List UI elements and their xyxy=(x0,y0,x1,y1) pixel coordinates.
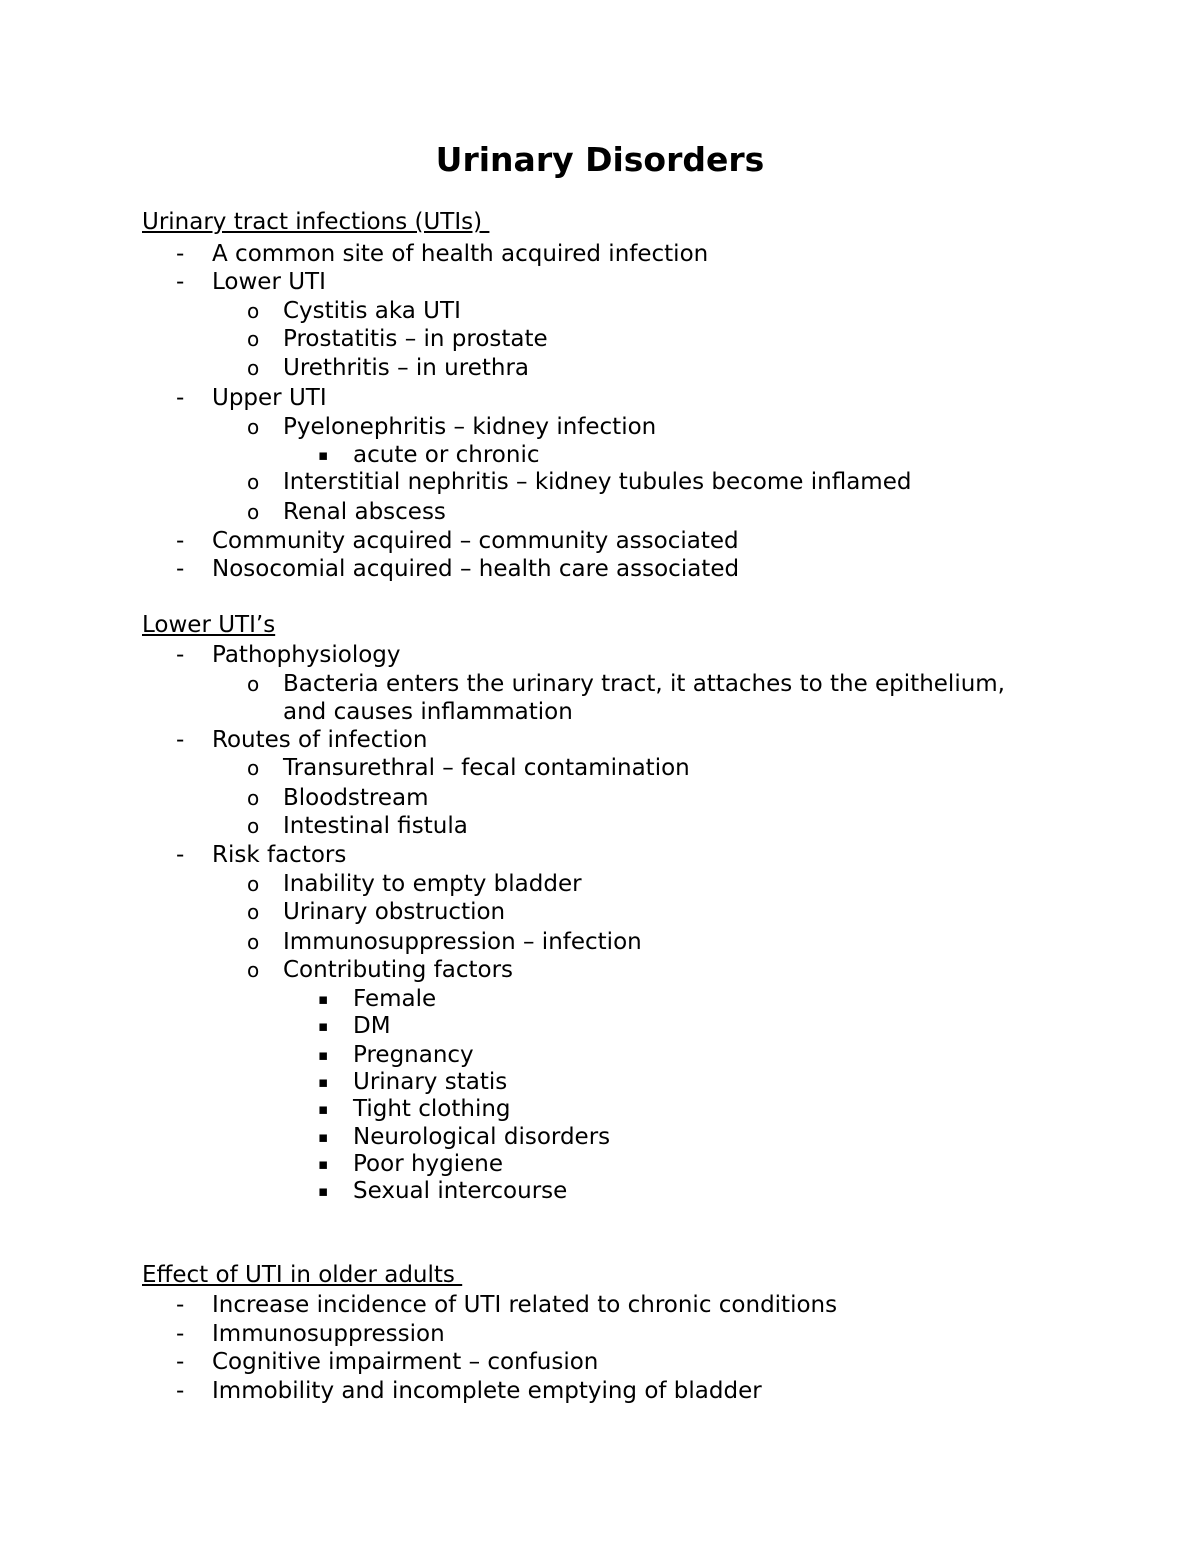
dash-bullet: - xyxy=(176,1378,185,1404)
list-item-level-1: Routes of infection xyxy=(212,727,428,753)
list-item-level-3: Neurological disorders xyxy=(353,1124,611,1150)
list-item-level-1: Pathophysiology xyxy=(212,642,401,668)
dash-bullet: - xyxy=(176,1292,185,1318)
list-item-level-3: Sexual intercourse xyxy=(353,1178,568,1204)
circle-bullet: o xyxy=(247,786,260,810)
circle-bullet: o xyxy=(247,900,260,924)
list-item-level-3: acute or chronic xyxy=(353,442,540,468)
list-item-level-3: Pregnancy xyxy=(353,1042,474,1068)
square-bullet-icon: ▪ xyxy=(318,990,329,1008)
circle-bullet: o xyxy=(247,500,260,524)
circle-bullet: o xyxy=(247,958,260,982)
list-item-level-2: Cystitis aka UTI xyxy=(283,298,461,324)
section-heading: Urinary tract infections (UTIs) xyxy=(142,209,490,235)
page-title: Urinary Disorders xyxy=(435,140,765,179)
dash-bullet: - xyxy=(176,1349,185,1375)
list-item-level-1: Risk factors xyxy=(212,842,347,868)
circle-bullet: o xyxy=(247,327,260,351)
list-item-level-3: Tight clothing xyxy=(353,1096,511,1122)
square-bullet-icon: ▪ xyxy=(318,1017,329,1035)
list-item-level-2: Prostatitis – in prostate xyxy=(283,326,548,352)
list-item-level-2: Contributing factors xyxy=(283,957,514,983)
list-item-level-2: Inability to empty bladder xyxy=(283,871,582,897)
list-item-level-1: Immobility and incomplete emptying of bladder xyxy=(212,1378,762,1404)
square-bullet-icon: ▪ xyxy=(318,446,329,464)
list-item-level-1: Cognitive impairment – confusion xyxy=(212,1349,599,1375)
list-item-level-3: Female xyxy=(353,986,437,1012)
square-bullet-icon: ▪ xyxy=(318,1073,329,1091)
circle-bullet: o xyxy=(247,672,260,696)
list-item-level-3: Urinary statis xyxy=(353,1069,508,1095)
list-item-level-1: Increase incidence of UTI related to chronic conditions xyxy=(212,1292,838,1318)
dash-bullet: - xyxy=(176,556,185,582)
list-item-level-2: Intestinal fistula xyxy=(283,813,468,839)
section-heading: Lower UTI’s xyxy=(142,612,276,638)
list-item-level-2: Transurethral – fecal contamination xyxy=(283,755,690,781)
list-item-level-2: and causes inflammation xyxy=(283,699,573,725)
list-item-level-2: Renal abscess xyxy=(283,499,446,525)
list-item-level-2: Urinary obstruction xyxy=(283,899,506,925)
list-item-level-2: Bacteria enters the urinary tract, it attaches to the epithelium, xyxy=(283,671,1005,697)
list-item-level-2: Interstitial nephritis – kidney tubules become inflamed xyxy=(283,469,912,495)
dash-bullet: - xyxy=(176,842,185,868)
circle-bullet: o xyxy=(247,930,260,954)
square-bullet-icon: ▪ xyxy=(318,1155,329,1173)
circle-bullet: o xyxy=(247,814,260,838)
circle-bullet: o xyxy=(247,756,260,780)
circle-bullet: o xyxy=(247,415,260,439)
circle-bullet: o xyxy=(247,872,260,896)
list-item-level-1: Nosocomial acquired – health care associated xyxy=(212,556,740,582)
circle-bullet: o xyxy=(247,299,260,323)
list-item-level-2: Immunosuppression – infection xyxy=(283,929,642,955)
list-item-level-1: Upper UTI xyxy=(212,385,327,411)
list-item-level-1: A common site of health acquired infection xyxy=(212,241,709,267)
list-item-level-2: Bloodstream xyxy=(283,785,429,811)
square-bullet-icon: ▪ xyxy=(318,1128,329,1146)
square-bullet-icon: ▪ xyxy=(318,1182,329,1200)
list-item-level-1: Immunosuppression xyxy=(212,1321,445,1347)
list-item-level-1: Community acquired – community associated xyxy=(212,528,739,554)
list-item-level-1: Lower UTI xyxy=(212,269,326,295)
dash-bullet: - xyxy=(176,642,185,668)
list-item-level-3: DM xyxy=(353,1013,391,1039)
dash-bullet: - xyxy=(176,528,185,554)
dash-bullet: - xyxy=(176,727,185,753)
section-heading: Effect of UTI in older adults xyxy=(142,1262,463,1288)
circle-bullet: o xyxy=(247,356,260,380)
square-bullet-icon: ▪ xyxy=(318,1046,329,1064)
dash-bullet: - xyxy=(176,269,185,295)
dash-bullet: - xyxy=(176,241,185,267)
circle-bullet: o xyxy=(247,470,260,494)
dash-bullet: - xyxy=(176,385,185,411)
list-item-level-2: Urethritis – in urethra xyxy=(283,355,529,381)
square-bullet-icon: ▪ xyxy=(318,1100,329,1118)
list-item-level-3: Poor hygiene xyxy=(353,1151,504,1177)
list-item-level-2: Pyelonephritis – kidney infection xyxy=(283,414,657,440)
dash-bullet: - xyxy=(176,1321,185,1347)
